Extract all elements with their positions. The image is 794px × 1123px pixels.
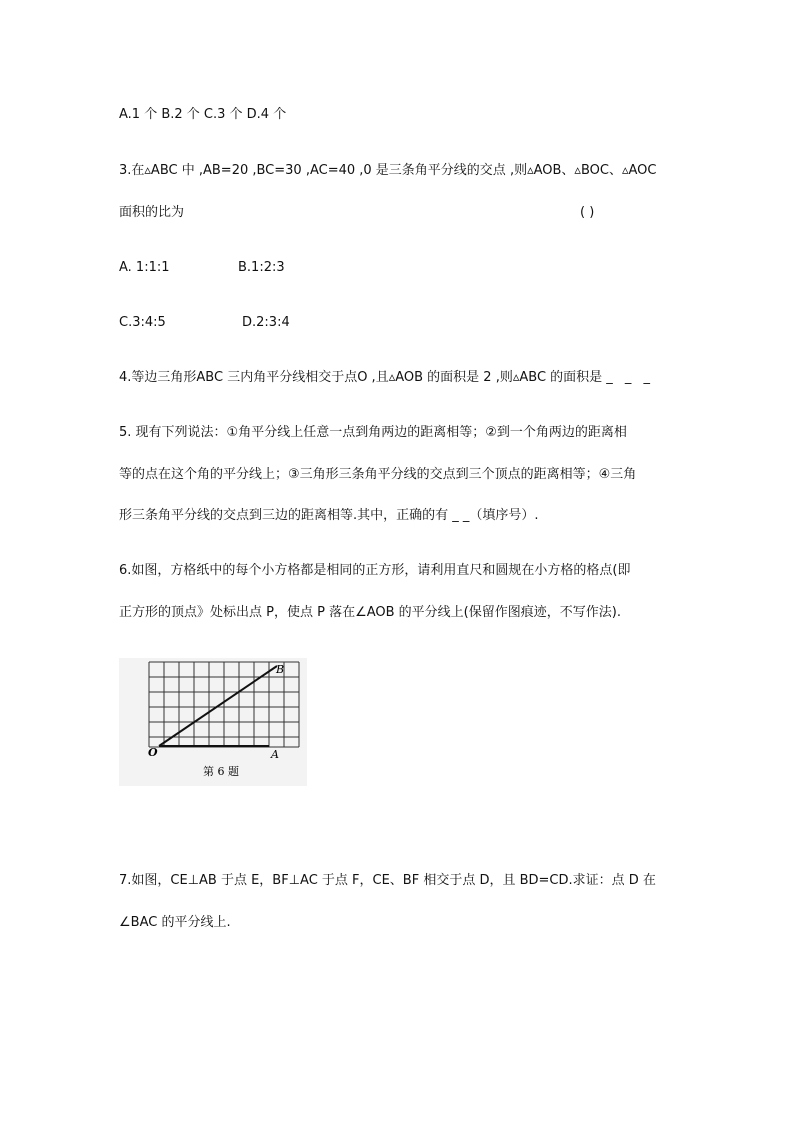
q2-options: A.1 个 B.2 个 C.3 个 D.4 个 bbox=[119, 107, 287, 122]
q3-line1: 3.在▵ABC 中 ,AB=20 ,BC=30 ,AC=40 ,0 是三条角平分线的交点 ,则▵AOB、▵BOC、▵AOC bbox=[119, 163, 657, 178]
q3-option-b: B.1:2:3 bbox=[238, 260, 285, 275]
q4-question: 4.等边三角形ABC 三内角平分线相交于点O ,且▵AOB 的面积是 2 ,则▵ABC 的面积是 bbox=[119, 370, 603, 385]
label-o: O bbox=[148, 746, 158, 759]
label-b: B bbox=[276, 663, 285, 676]
q3-answer-paren: ( ) bbox=[580, 205, 595, 220]
q3-option-c: C.3:4:5 bbox=[119, 315, 166, 330]
q5-line3: 形三条角平分线的交点到三边的距离相等.其中，正确的有 _ _（填序号）. bbox=[119, 508, 539, 523]
q4-text bbox=[119, 369, 654, 387]
q3-line2: 面积的比为 bbox=[119, 205, 185, 220]
figure-caption: 第 6 题 bbox=[203, 765, 239, 778]
q6-line1: 6.如图，方格纸中的每个小方格都是相同的正方形，请利用直尺和圆规在小方格的格点(即 bbox=[119, 563, 631, 578]
q3-option-a: A. 1:1:1 bbox=[119, 260, 170, 275]
q7-line1: 7.如图，CE⊥AB 于点 E，BF⊥AC 于点 F，CE、BF 相交于点 D，且 BD=CD.求证：点 D 在 bbox=[119, 873, 656, 888]
q6-grid-figure bbox=[119, 658, 307, 786]
label-a: A bbox=[271, 748, 279, 761]
q4-blank: _ _ _ bbox=[606, 370, 655, 385]
q5-line1: 5. 现有下列说法：①角平分线上任意一点到角两边的距离相等；②到一个角两边的距离相 bbox=[119, 425, 627, 440]
q7-line2: ∠BAC 的平分线上. bbox=[119, 915, 231, 930]
q3-option-d: D.2:3:4 bbox=[242, 315, 290, 330]
q6-line2: 正方形的顶点》处标出点 P，使点 P 落在∠AOB 的平分线上(保留作图痕迹，不写作法). bbox=[119, 605, 621, 620]
q5-line2: 等的点在这个角的平分线上；③三角形三条角平分线的交点到三个顶点的距离相等；④三角 bbox=[119, 467, 637, 482]
